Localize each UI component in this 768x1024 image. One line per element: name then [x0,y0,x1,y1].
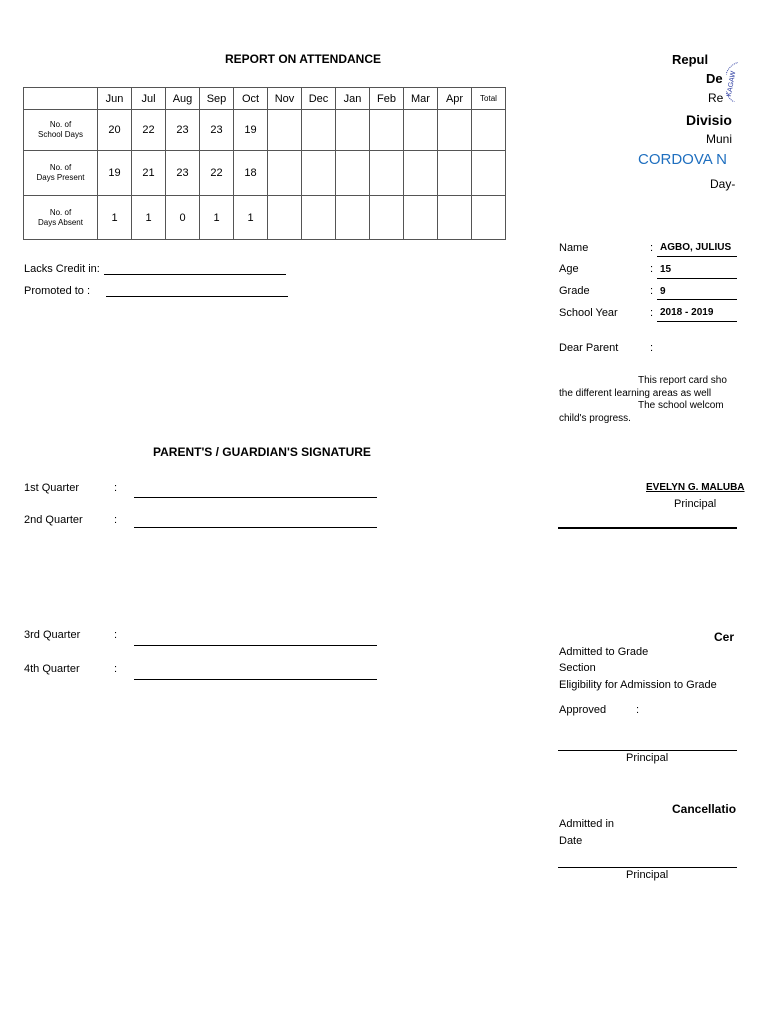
table-cell [336,196,370,240]
table-cell [404,151,438,196]
total-cell [472,151,506,196]
month-header: Aug [166,88,200,110]
name-label: Name [559,242,589,254]
table-cell [370,151,404,196]
certificate-heading: Cer [714,630,735,644]
total-cell [472,196,506,240]
promoted-to-label: Promoted to : [24,285,91,297]
table-cell: 1 [200,196,234,240]
colon: : [636,704,640,716]
table-row [24,196,506,240]
table-cell: 21 [132,151,166,196]
promoted-to-line [106,296,288,297]
table-cell: 0 [166,196,200,240]
table-cell: 19 [234,110,268,151]
header-region: Re [708,91,724,105]
table-cell [438,196,472,240]
colon: : [114,482,118,494]
fourth-quarter-label: 4th Quarter [24,663,80,675]
row-label: No. of School Days [24,110,98,151]
principal-title: Principal [674,498,717,510]
header-department: De [706,71,723,86]
age-label: Age [559,263,579,275]
table-cell [302,196,336,240]
cancellation-principal: Principal [626,869,669,881]
approved-label: Approved [559,704,607,716]
signature-title: PARENT'S / GUARDIAN'S SIGNATURE [153,445,371,459]
colon: : [114,514,118,526]
table-cell: 23 [200,110,234,151]
row-label: No. of Days Absent [24,196,98,240]
first-quarter-signature-line[interactable] [134,497,377,498]
header-municipality: Muni [706,132,733,146]
table-cell: 18 [234,151,268,196]
table-cell [370,110,404,151]
seal-logo [726,62,738,102]
principal-name: EVELYN G. MALUBA [646,482,745,493]
table-cell: 22 [132,110,166,151]
table-cell [302,110,336,151]
table-cell: 23 [166,110,200,151]
month-header: Jan [336,88,370,110]
cancellation-signature-line [558,867,737,868]
table-cell [336,151,370,196]
second-quarter-label: 2nd Quarter [24,514,83,526]
colon: : [650,307,654,319]
letter-line-3: The school welcom [638,400,724,411]
third-quarter-signature-line[interactable] [134,645,377,646]
school-year-label: School Year [559,307,618,319]
colon: : [650,285,654,297]
admitted-in-label: Admitted in [559,818,615,830]
table-cell [268,110,302,151]
cancellation-heading: Cancellatio [672,802,737,816]
lacks-credit-line [104,274,286,275]
certificate-signature-line [558,750,737,751]
fourth-quarter-signature-line[interactable] [134,679,377,680]
third-quarter-label: 3rd Quarter [24,629,81,641]
seal-text: KAGAW [726,70,738,98]
month-header: Dec [302,88,336,110]
letter-line-4: child's progress. [559,413,631,424]
colon: : [650,342,654,354]
attendance-table [23,87,506,240]
table-cell [404,110,438,151]
table-cell [404,196,438,240]
first-quarter-label: 1st Quarter [24,482,80,494]
lacks-credit-label: Lacks Credit in: [24,263,100,275]
colon: : [114,663,118,675]
school-year-underline [657,321,737,322]
school-name: CORDOVA N [638,151,727,168]
eligibility-label: Eligibility for Admission to Grade [559,679,717,691]
colon: : [650,242,654,254]
table-cell [370,196,404,240]
month-header: Sep [200,88,234,110]
row-label: No. of Days Present [24,151,98,196]
header-day-program: Day- [710,177,736,191]
certificate-principal: Principal [626,752,669,764]
table-row [24,110,506,151]
month-header: Apr [438,88,472,110]
month-header: Feb [370,88,404,110]
student-age: 15 [660,264,672,275]
total-header: Total [472,88,506,110]
dear-parent-label: Dear Parent [559,342,619,354]
month-header: Mar [404,88,438,110]
table-cell: 23 [166,151,200,196]
table-cell [438,110,472,151]
student-grade: 9 [660,286,666,297]
table-header-row [24,88,506,110]
table-cell: 20 [98,110,132,151]
grade-label: Grade [559,285,590,297]
section-label: Section [559,662,596,674]
grade-underline [657,299,737,300]
month-header: Jun [98,88,132,110]
name-underline [657,256,737,257]
colon: : [650,263,654,275]
admitted-to-grade-label: Admitted to Grade [559,646,649,658]
month-header: Jul [132,88,166,110]
table-cell [268,196,302,240]
parent-signature-line [558,527,737,529]
table-cell: 22 [200,151,234,196]
attendance-title: REPORT ON ATTENDANCE [225,52,381,66]
table-cell: 1 [98,196,132,240]
second-quarter-signature-line[interactable] [134,527,377,528]
header-division: Divisio [686,112,732,128]
table-cell [268,151,302,196]
table-cell [336,110,370,151]
letter-line-1: This report card sho [638,375,727,386]
letter-line-2: the different learning areas as well [559,388,712,399]
school-year: 2018 - 2019 [660,307,714,318]
table-cell [438,151,472,196]
colon: : [114,629,118,641]
table-corner-cell [24,88,98,110]
total-cell [472,110,506,151]
table-cell: 1 [132,196,166,240]
month-header: Oct [234,88,268,110]
age-underline [657,278,737,279]
table-cell: 1 [234,196,268,240]
student-name: AGBO, JULIUS [660,242,732,253]
date-label: Date [559,835,583,847]
header-republic: Repul [672,52,709,67]
month-header: Nov [268,88,302,110]
table-row [24,151,506,196]
table-cell [302,151,336,196]
table-cell: 19 [98,151,132,196]
